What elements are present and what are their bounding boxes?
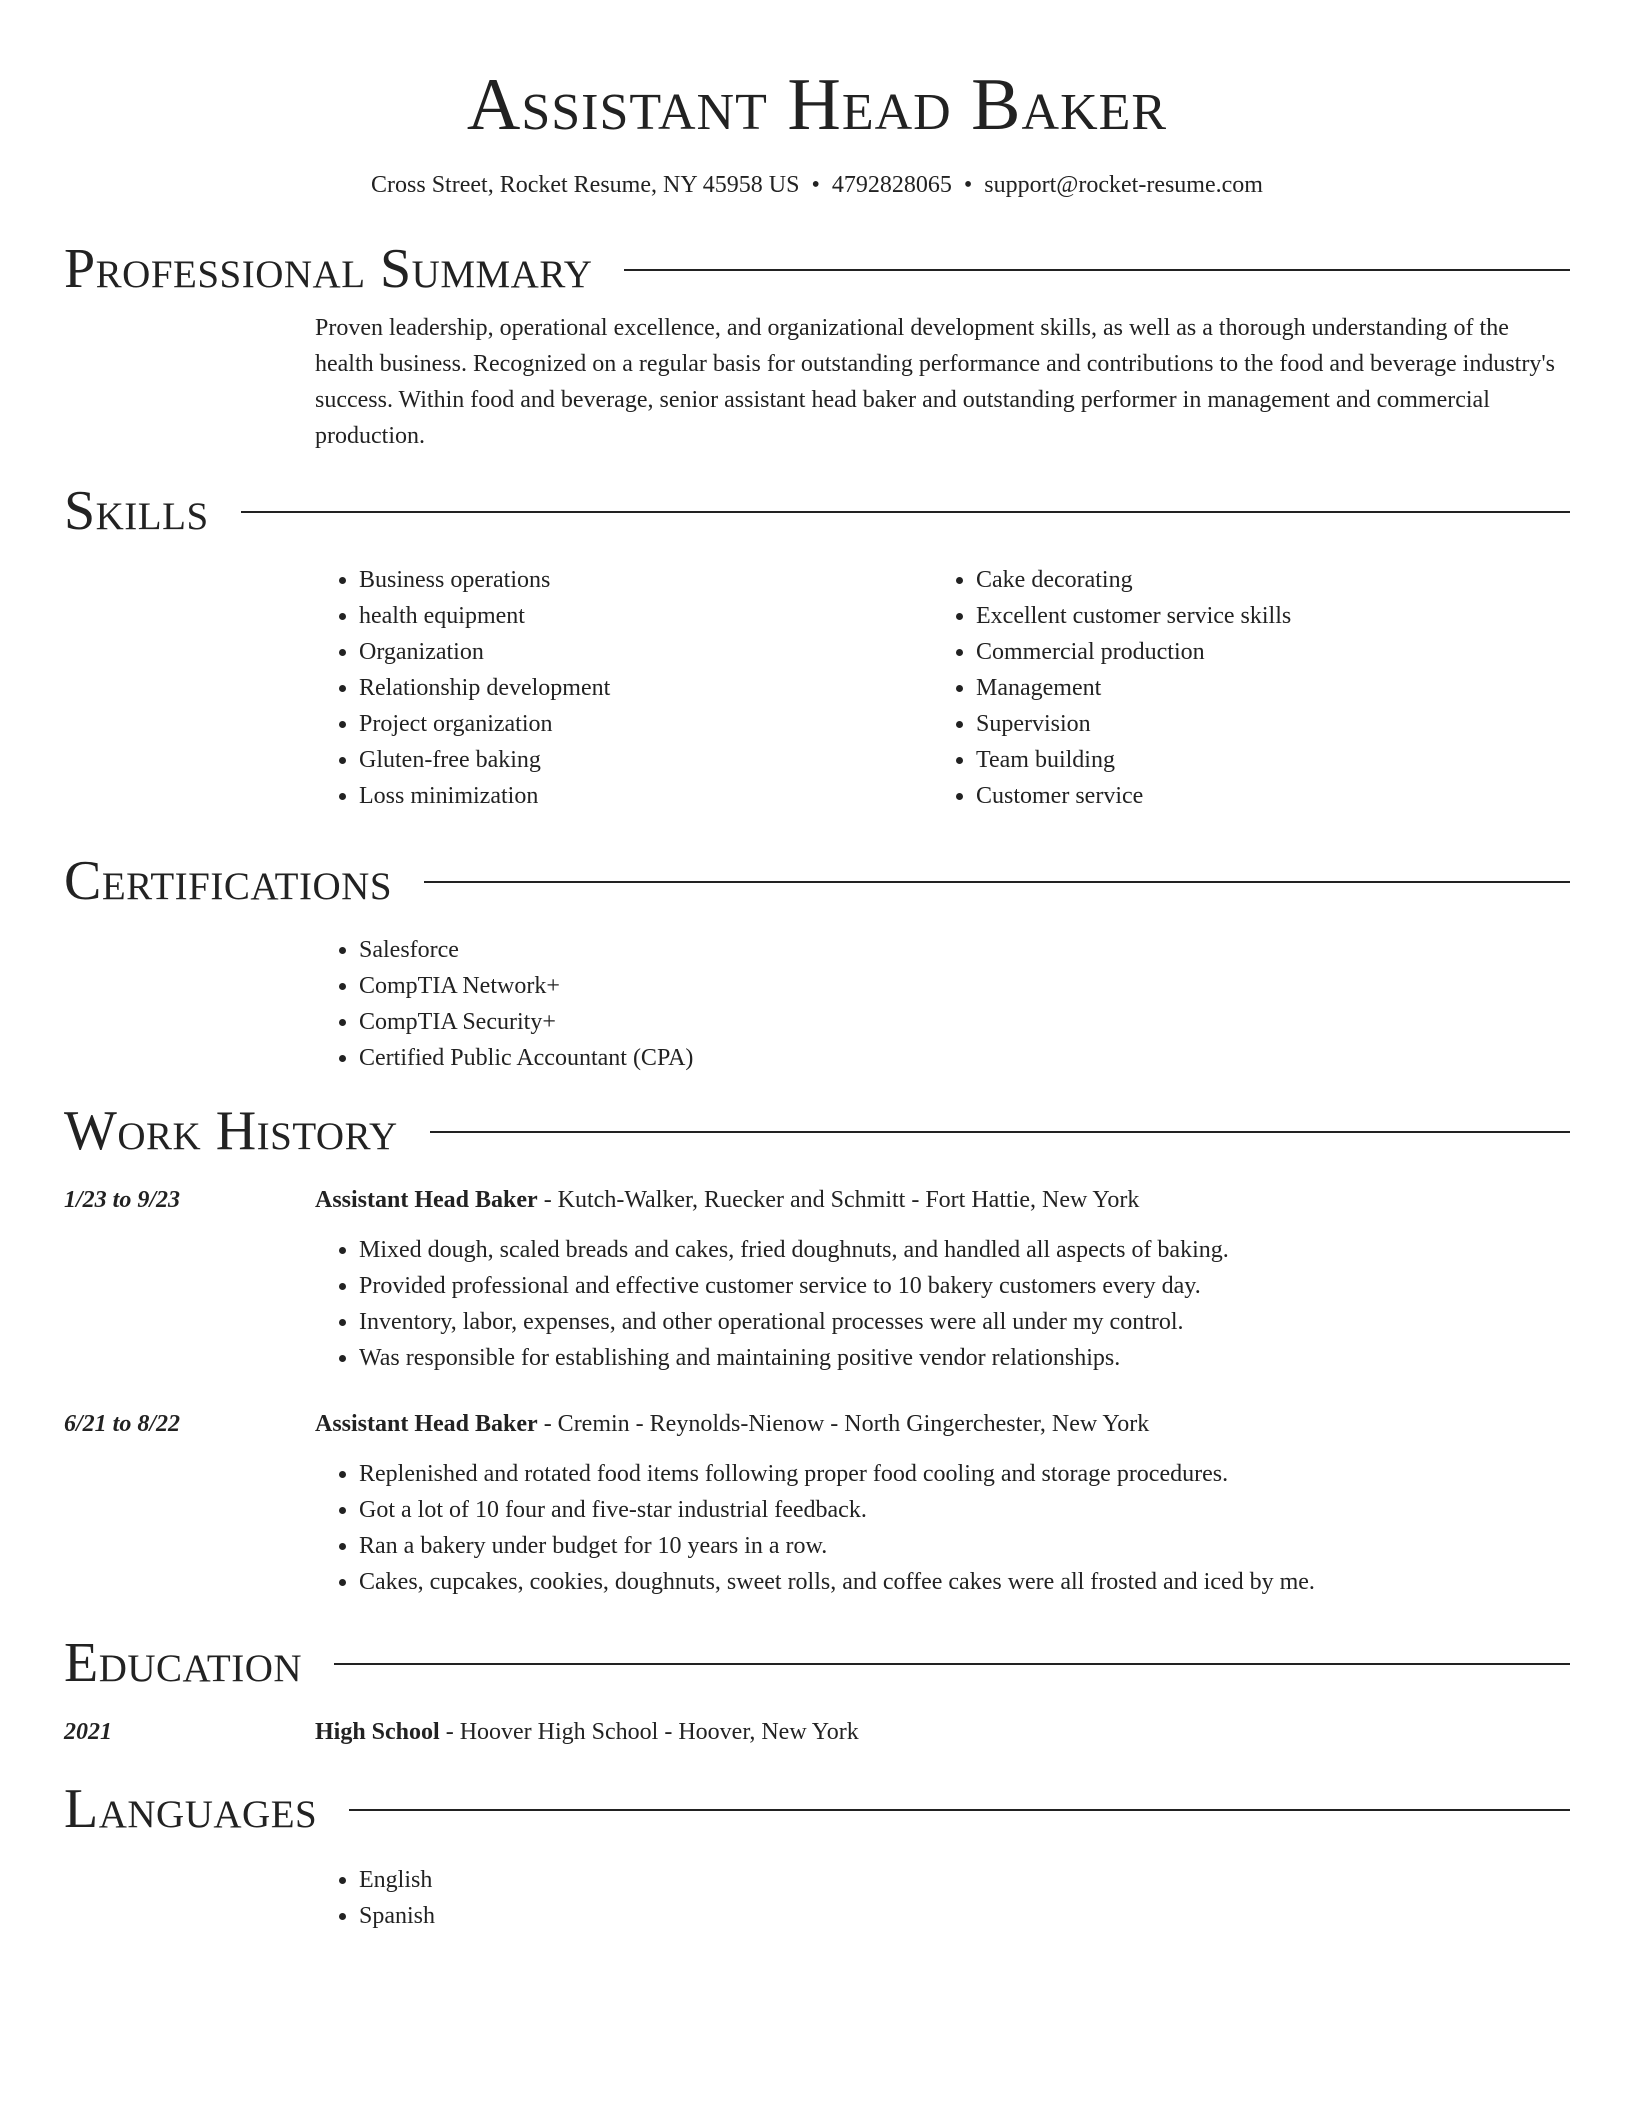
section-title-languages: Languages [64,1778,318,1840]
job-dates: 1/23 to 9/23 [64,1187,181,1213]
job-bullet: • Inventory, labor, expenses, and other operational processes were all under my control. [359,1304,1570,1340]
skill-item: • Project organization [359,706,932,742]
certifications-section [64,846,1570,1076]
work-history-section [64,1096,1570,1600]
section-title-skills: Skills [64,480,209,542]
skill-item: • Commercial production [976,634,1549,670]
job-bullet-list [315,1456,1570,1600]
languages-list [315,1862,1570,1934]
section-divider [241,511,1570,513]
language-item: • English [359,1862,1570,1898]
certifications-content [315,932,1570,1076]
summary-header [64,234,1570,304]
job-bullet: • Was responsible for establishing and maintaining positive vendor relationships. [359,1340,1570,1376]
job-title: Assistant Head Baker [315,1187,538,1213]
contact-address: Cross Street, Rocket Resume, NY 45958 US [371,172,800,198]
language-item: • Spanish [359,1898,1570,1934]
skills-list-right [932,562,1549,814]
contact-separator: • [963,172,973,198]
job-bullet: • Replenished and rotated food items following proper food cooling and storage procedures. [359,1456,1570,1492]
skills-section [64,476,1570,814]
skills-header [64,476,1570,546]
section-title-work-history: Work History [64,1100,398,1162]
skill-item: • Supervision [976,706,1549,742]
summary-content [315,310,1570,454]
summary-text: Proven leadership, operational excellence, and organizational development skills, as well as a thorough understanding of the health business. Recognized on a regular basis for outstanding performance and contributions to the food and beverage industry's success. Within food and beverage, senior assistant head baker and outstanding performer in management and commercial production. [315,315,1555,449]
job-bullet: • Got a lot of 10 four and five-star industrial feedback. [359,1492,1570,1528]
job-bullet: • Cakes, cupcakes, cookies, doughnuts, sweet rolls, and coffee cakes were all frosted and iced by me. [359,1564,1570,1600]
summary-section [64,234,1570,454]
skill-item: • Cake decorating [976,562,1549,598]
job-bullet: • Ran a bakery under budget for 10 years in a row. [359,1528,1570,1564]
section-title-summary: Professional Summary [64,238,593,300]
languages-section [64,1774,1570,1934]
job-bullet: • Provided professional and effective customer service to 10 bakery customers every day. [359,1268,1570,1304]
job-header [64,1182,1570,1218]
education-details: - Hoover High School - Hoover, New York [439,1719,859,1745]
job-bullet-list [315,1232,1570,1376]
skill-item: • Relationship development [359,670,932,706]
job-heading [315,1182,1139,1218]
education-header [64,1628,1570,1698]
certification-item: • CompTIA Security+ [359,1004,1570,1040]
skill-item: • Loss minimization [359,778,932,814]
skill-item: • Organization [359,634,932,670]
skill-item: • Business operations [359,562,932,598]
section-divider [334,1663,1570,1665]
section-divider [424,881,1570,883]
education-heading [315,1714,859,1750]
work-history-header [64,1096,1570,1166]
section-divider [349,1809,1570,1811]
skill-item: • Team building [976,742,1549,778]
skills-column-left [315,562,932,814]
education-entry [64,1714,1570,1750]
contact-line [64,170,1570,200]
contact-email: support@rocket-resume.com [984,172,1263,198]
skill-item: • Gluten-free baking [359,742,932,778]
skill-item: • Excellent customer service skills [976,598,1549,634]
education-date: 2021 [64,1719,112,1745]
resume-name: Assistant Head Baker [466,64,1168,146]
job-header [64,1406,1570,1442]
certification-item: • Certified Public Accountant (CPA) [359,1040,1570,1076]
job-dates: 6/21 to 8/22 [64,1411,181,1437]
education-section [64,1628,1570,1750]
section-title-certifications: Certifications [64,850,393,912]
job-bullets [315,1456,1570,1600]
section-divider [430,1131,1570,1133]
skill-item: • Management [976,670,1549,706]
skill-item: • Customer service [976,778,1549,814]
job-bullet: • Mixed dough, scaled breads and cakes, fried doughnuts, and handled all aspects of baking. [359,1232,1570,1268]
certification-item: • CompTIA Network+ [359,968,1570,1004]
education-degree: High School [315,1719,440,1745]
languages-content [315,1862,1570,1934]
job-details: - Cremin - Reynolds-Nienow - North Gingerchester, New York [537,1411,1150,1437]
section-divider [624,269,1570,271]
resume-page [64,0,1570,1934]
skills-list-left [315,562,932,814]
certification-item: • Salesforce [359,932,1570,968]
contact-phone: 4792828065 [831,172,952,198]
languages-header [64,1774,1570,1844]
section-title-education: Education [64,1632,303,1694]
job-bullets [315,1232,1570,1376]
skills-content [315,562,1570,814]
job-entry [64,1406,1570,1600]
contact-separator: • [811,172,820,198]
job-heading [315,1406,1149,1442]
skill-item: • health equipment [359,598,932,634]
job-details: - Kutch-Walker, Ruecker and Schmitt - Fort Hattie, New York [537,1187,1140,1213]
skills-column-right [932,562,1549,814]
job-entry [64,1182,1570,1376]
job-title: Assistant Head Baker [315,1411,538,1437]
certifications-list [315,932,1570,1076]
certifications-header [64,846,1570,916]
